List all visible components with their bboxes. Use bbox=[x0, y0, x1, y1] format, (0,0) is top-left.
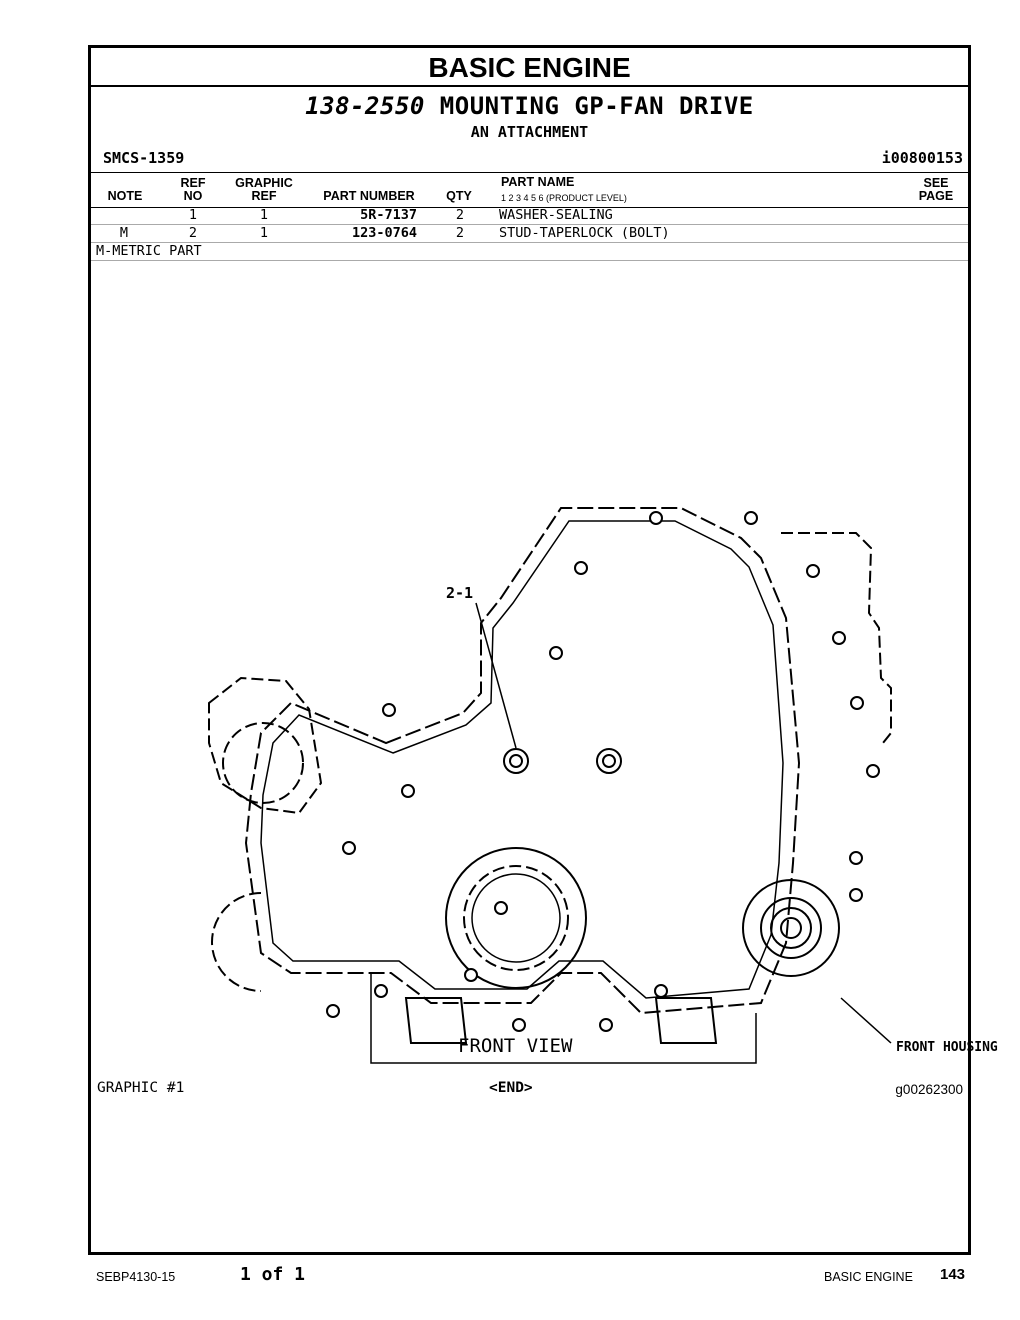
row-qty: 2 bbox=[455, 225, 465, 241]
graphic-label: GRAPHIC #1 bbox=[97, 1080, 185, 1096]
callout-label: 2-1 bbox=[446, 584, 474, 602]
smcs-code: SMCS-1359 bbox=[103, 149, 185, 167]
row-ref-no: 1 bbox=[188, 207, 198, 223]
group-name: MOUNTING GP-FAN DRIVE bbox=[439, 92, 754, 120]
footer-section: BASIC ENGINE bbox=[824, 1270, 913, 1284]
parts-illustration bbox=[201, 503, 998, 1073]
metric-note-row bbox=[91, 242, 968, 261]
front-view-label: FRONT VIEW bbox=[458, 1035, 573, 1057]
doc-number: SEBP4130-15 bbox=[96, 1270, 176, 1284]
end-marker: <END> bbox=[489, 1080, 533, 1096]
parts-row bbox=[91, 206, 968, 225]
row-part-name: STUD-TAPERLOCK (BOLT) bbox=[499, 225, 670, 241]
col-graphic-ref-2: REF bbox=[251, 189, 277, 203]
row-graphic-ref: 1 bbox=[259, 225, 269, 241]
col-ref-no-2: NO bbox=[183, 189, 203, 203]
parts-row bbox=[91, 224, 968, 243]
group-part-number: 138-2550 bbox=[305, 92, 425, 120]
row-part-number: 123-0764 bbox=[351, 225, 417, 241]
illustration-id: i00800153 bbox=[881, 149, 963, 167]
col-ref-no-1: REF bbox=[180, 176, 206, 190]
group-subtitle: AN ATTACHMENT bbox=[470, 123, 589, 141]
row-note: M bbox=[119, 225, 129, 241]
page-count: 1 of 1 bbox=[240, 1264, 306, 1285]
col-qty: QTY bbox=[446, 189, 472, 203]
section-title: BASIC ENGINE bbox=[91, 48, 968, 87]
column-header bbox=[91, 172, 968, 208]
col-see-page-1: SEE bbox=[923, 176, 949, 190]
col-note: NOTE bbox=[107, 189, 143, 203]
group-title bbox=[91, 92, 968, 120]
col-part-number: PART NUMBER bbox=[323, 189, 415, 203]
page-number: 143 bbox=[940, 1266, 966, 1283]
row-qty: 2 bbox=[455, 207, 465, 223]
front-housing-drawing bbox=[201, 503, 998, 1068]
front-housing-label: FRONT HOUSING bbox=[896, 1040, 998, 1055]
col-see-page-2: PAGE bbox=[918, 189, 954, 203]
col-part-name: PART NAME bbox=[501, 175, 575, 189]
row-part-number: 5R-7137 bbox=[360, 207, 417, 223]
page-frame bbox=[88, 45, 998, 1255]
row-part-name: WASHER-SEALING bbox=[499, 207, 613, 223]
graphic-id: g00262300 bbox=[895, 1082, 963, 1097]
row-ref-no: 2 bbox=[188, 225, 198, 241]
product-levels: 1 2 3 4 5 6 (PRODUCT LEVEL) bbox=[501, 193, 627, 203]
metric-note: M-METRIC PART bbox=[96, 243, 202, 259]
col-graphic-ref-1: GRAPHIC bbox=[235, 176, 293, 190]
row-graphic-ref: 1 bbox=[259, 207, 269, 223]
